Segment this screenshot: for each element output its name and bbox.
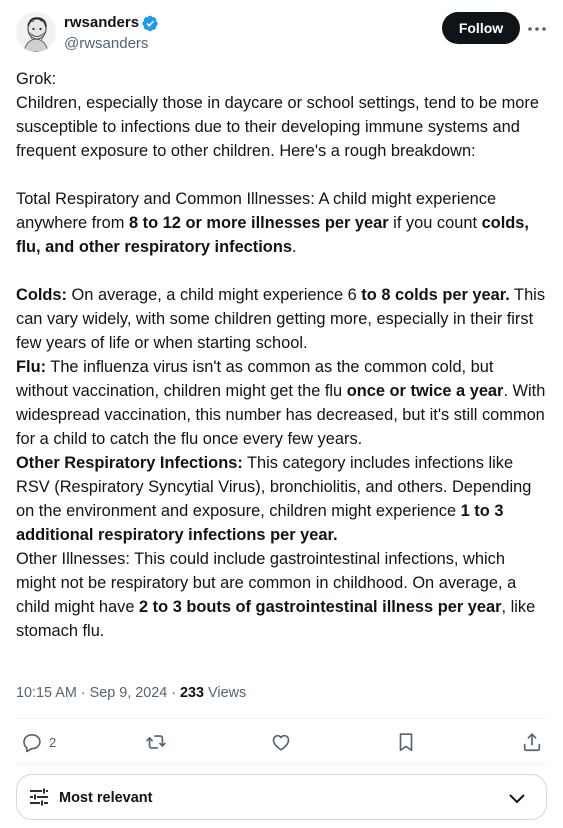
total-bold-1: 8 to 12 or more illnesses per year [128,214,389,232]
flu-text-2: . With widespread vaccination, this number has decreased, but it's still common for a child to catch the flu once every few years. [16,382,550,448]
share-icon [521,731,543,753]
share-button[interactable] [521,730,543,754]
other-ill-text-2: , like stomach flu. [16,598,540,640]
action-bar [16,730,547,754]
user-handle[interactable]: @rwsanders [64,35,149,52]
other-ill-text-1: Other Illnesses: This could include gastrointestinal infections, which might not be respiratory but are common in childhood. On average, a child might have [16,550,521,616]
views-count: 233 [180,685,205,701]
views-label: Views [204,685,247,701]
other-resp-bold: 1 to 3 additional respiratory infections per year. [16,502,509,544]
intro-label: Grok: [16,70,57,88]
colds-text-2: This can vary widely, with some children getting more, especially in their first few years of life or when starting school. [16,286,550,352]
total-suffix: . [291,238,297,256]
intro-paragraph: Children, especially those in daycare or school settings, tend to be more susceptible to infections due to their developing immune systems and frequent exposure to other children. Here's a rough breakdown: [16,94,544,160]
time-text: 10:15 AM [16,685,77,701]
reply-button[interactable] [21,730,56,754]
total-prefix: Total Respiratory and Common Illnesses: A child might experience anywhere from [16,190,501,232]
avatar-sketch-icon [16,12,56,52]
colds-label: Colds: [16,286,67,304]
other-respiratory-paragraph [16,454,536,544]
other-ill-bold: 2 to 3 bouts of gastrointestinal illness per year [139,598,502,616]
meta-separator: · [76,685,90,701]
reply-count: 2 [49,734,57,750]
bookmark-button[interactable] [395,730,417,754]
other-illnesses-paragraph [16,550,540,640]
verified-badge-icon[interactable] [142,15,159,32]
post-header [16,10,547,54]
other-resp-text: This category includes infections like RSV (Respiratory Syncytial Virus), bronchiolitis, and others. Depending on the environment and exposure, children might experience [16,454,536,520]
repost-icon [145,731,167,753]
flu-bold: once or twice a year [346,382,504,400]
repost-button[interactable] [145,730,167,754]
more-options-icon[interactable] [525,18,549,40]
reply-icon [21,731,43,753]
meta-separator: · [167,685,181,701]
post-time[interactable] [16,685,167,701]
total-illnesses-paragraph [16,190,534,256]
flu-label: Flu: [16,358,47,376]
flu-text-1: The influenza virus isn't as common as the common cold, but without vaccination, children might get the flu [16,358,499,400]
heart-icon [270,731,292,753]
like-button[interactable] [270,730,292,754]
divider-top [16,718,547,719]
sort-label: Most relevant [59,790,153,806]
post-meta [16,683,246,703]
date-text: Sep 9, 2024 [89,685,168,701]
name-row [64,14,159,32]
total-bold-2: colds, flu, and other respiratory infections [16,214,534,256]
colds-paragraph [16,286,550,352]
other-resp-label: Other Respiratory Infections: [16,454,243,472]
follow-button[interactable]: Follow [442,12,520,44]
divider-bottom [16,764,547,765]
colds-bold: to 8 colds per year. [361,286,510,304]
post-body [16,67,550,643]
colds-text-1: On average, a child might experience 6 [67,286,362,304]
avatar[interactable] [16,12,56,52]
chevron-down-icon [506,787,528,809]
total-mid: if you count [388,214,482,232]
reply-sort-dropdown[interactable] [16,774,547,820]
flu-paragraph [16,358,550,448]
bookmark-icon [395,731,417,753]
display-name[interactable]: rwsanders [64,14,140,31]
sliders-icon [29,787,49,807]
